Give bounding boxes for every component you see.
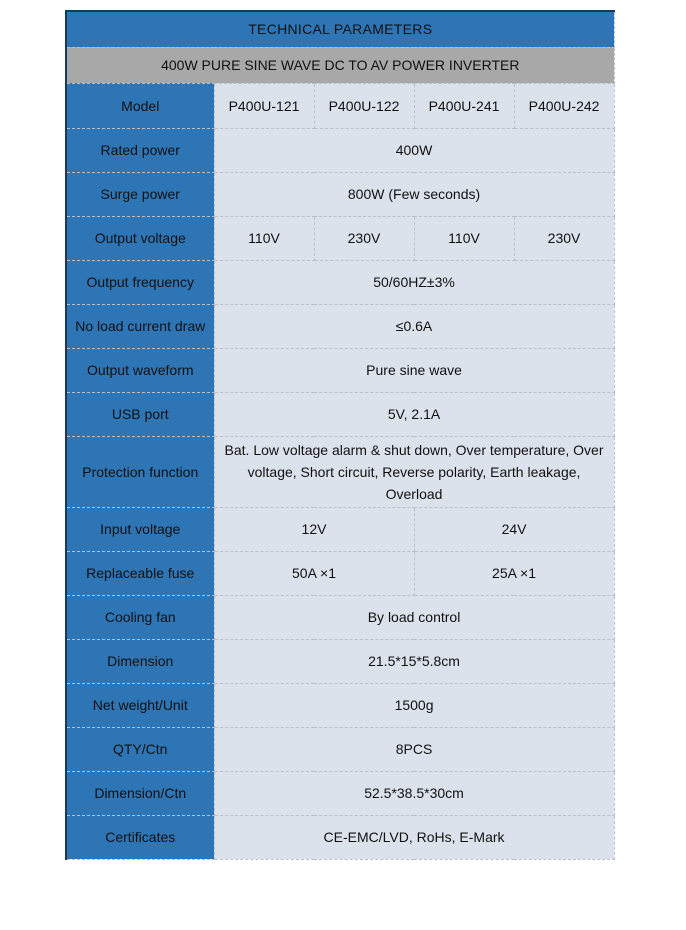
row-label: No load current draw	[66, 304, 214, 348]
row-value: 50A ×1	[214, 551, 414, 595]
row-label: Surge power	[66, 172, 214, 216]
row-value: Pure sine wave	[214, 348, 614, 392]
table-row-surge-power	[66, 172, 614, 216]
row-label: USB port	[66, 392, 214, 436]
table-row-model	[66, 83, 614, 128]
table-row-no-load-current	[66, 304, 614, 348]
row-label: Replaceable fuse	[66, 551, 214, 595]
row-value: ≤0.6A	[214, 304, 614, 348]
row-label: Cooling fan	[66, 595, 214, 639]
row-label: Dimension	[66, 639, 214, 683]
spec-table-container	[65, 10, 613, 860]
model-value: P400U-242	[514, 83, 614, 128]
row-value: 110V	[214, 216, 314, 260]
model-value: P400U-121	[214, 83, 314, 128]
table-row-output-frequency	[66, 260, 614, 304]
table-row-input-voltage	[66, 507, 614, 551]
table-title: TECHNICAL PARAMETERS	[66, 11, 614, 47]
row-value: CE-EMC/LVD, RoHs, E-Mark	[214, 815, 614, 859]
row-value: 25A ×1	[414, 551, 614, 595]
row-label: Certificates	[66, 815, 214, 859]
model-value: P400U-241	[414, 83, 514, 128]
row-value: 800W (Few seconds)	[214, 172, 614, 216]
row-value: 5V, 2.1A	[214, 392, 614, 436]
table-row-cooling-fan	[66, 595, 614, 639]
row-label: QTY/Ctn	[66, 727, 214, 771]
table-row-protection-function	[66, 436, 614, 507]
row-value: 230V	[314, 216, 414, 260]
row-value: 21.5*15*5.8cm	[214, 639, 614, 683]
spec-table	[65, 10, 615, 860]
table-row-certificates	[66, 815, 614, 859]
row-value: Bat. Low voltage alarm & shut down, Over temperature, Over voltage, Short circuit, Reverse polarity, Earth leakage, Overload	[214, 436, 614, 507]
table-row-net-weight	[66, 683, 614, 727]
row-value: 24V	[414, 507, 614, 551]
model-value: P400U-122	[314, 83, 414, 128]
table-title-row	[66, 11, 614, 47]
row-label: Output frequency	[66, 260, 214, 304]
table-row-output-waveform	[66, 348, 614, 392]
row-label: Input voltage	[66, 507, 214, 551]
row-label: Protection function	[66, 436, 214, 507]
table-subtitle: 400W PURE SINE WAVE DC TO AV POWER INVERTER	[66, 47, 614, 83]
row-label: Model	[66, 83, 214, 128]
row-label: Net weight/Unit	[66, 683, 214, 727]
table-row-usb-port	[66, 392, 614, 436]
row-value: 50/60HZ±3%	[214, 260, 614, 304]
table-row-replaceable-fuse	[66, 551, 614, 595]
row-label: Dimension/Ctn	[66, 771, 214, 815]
row-value: 1500g	[214, 683, 614, 727]
row-value: By load control	[214, 595, 614, 639]
row-label: Output waveform	[66, 348, 214, 392]
row-value: 230V	[514, 216, 614, 260]
row-value: 400W	[214, 128, 614, 172]
row-value: 12V	[214, 507, 414, 551]
table-row-dimension-ctn	[66, 771, 614, 815]
row-value: 8PCS	[214, 727, 614, 771]
row-label: Rated power	[66, 128, 214, 172]
table-subtitle-row	[66, 47, 614, 83]
row-value: 52.5*38.5*30cm	[214, 771, 614, 815]
row-label: Output voltage	[66, 216, 214, 260]
table-row-qty-ctn	[66, 727, 614, 771]
table-row-dimension	[66, 639, 614, 683]
table-row-output-voltage	[66, 216, 614, 260]
table-row-rated-power	[66, 128, 614, 172]
row-value: 110V	[414, 216, 514, 260]
